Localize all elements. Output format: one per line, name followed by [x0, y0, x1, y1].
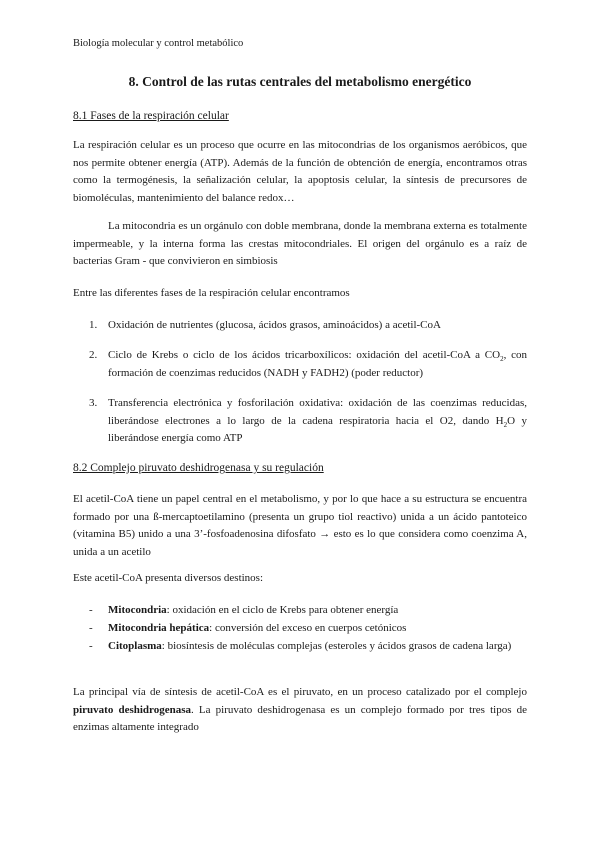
section-heading-8-1: 8.1 Fases de la respiración celular	[73, 110, 229, 122]
paragraph-mitochondria: La mitocondria es un orgánulo con doble membrana, donde la membrana externa es totalmente impermeable, y la interna forma las crestas mitocondriales. El origen del orgánulo es a raíz de bacterias Gram - que convivieron en simbiosis	[73, 220, 527, 267]
paragraph-phases-intro: Entre las diferentes fases de la respiración celular encontramos	[73, 287, 350, 299]
list-number: 3.	[89, 397, 98, 409]
section-heading-8-2: 8.2 Complejo piruvato deshidrogenasa y su regulación	[73, 462, 324, 474]
list-item-text: Mitocondria hepática: conversión del exceso en cuerpos cetónicos	[108, 622, 407, 634]
paragraph-destinations-intro: Este acetil-CoA presenta diversos destinos:	[73, 572, 264, 584]
list-item-text: Ciclo de Krebs o ciclo de los ácidos tricarboxílicos: oxidación del acetil-CoA a $CO_2$, con formación de coenzimas reducidos (NADH y FADH2) (poder reductor)	[108, 349, 527, 379]
list-dash: -	[89, 604, 93, 616]
list-number: 2.	[89, 349, 98, 361]
list-dash: -	[89, 640, 93, 652]
list-number: 1.	[89, 319, 98, 331]
list-item-text: Transferencia electrónica y fosforilación oxidativa: oxidación de las coenzimas reducidas, liberándose electrones a lo largo de la cadena respiratoria hacia el O2, dando $H_2O$ y liberándose energía como ATP	[108, 397, 527, 444]
list-item-text: Oxidación de nutrientes (glucosa, ácidos grasos, aminoácidos) a acetil-CoA	[108, 319, 441, 331]
paragraph-respiration-intro: La respiración celular es un proceso que ocurre en las mitocondrias de los organismos aeróbicos, que nos permite obtener energía (ATP). Además de la función de obtención de energía, encontramos otras como la termogénesis, la señalización celular, la apoptosis celular, la síntesis de precursores de biomoléculas, mantenimiento del balance redox…	[73, 139, 527, 204]
paragraph-acetyl-coa-structure: El acetil-CoA tiene un papel central en el metabolismo, y por lo que hace a su estructura se encuentra formado por una ß-mercaptoetilamino (presenta un grupo tiol reactivo) unida a un ácido pantoteico (vitamina B5) unido a una 3’-fosfoadenosina difosfato → esto es lo que considera como coenzima A, unida a un acetilo	[73, 493, 527, 558]
running-header: Biología molecular y control metabólico	[73, 38, 244, 49]
chapter-title: 8. Control de las rutas centrales del metabolismo energético	[128, 74, 472, 89]
list-dash: -	[89, 622, 93, 634]
list-item-text: Mitocondria: oxidación en el ciclo de Krebs para obtener energía	[108, 604, 399, 616]
paragraph-pyruvate: La principal vía de síntesis de acetil-CoA es el piruvato, en un proceso catalizado por el complejo piruvato deshidrogenasa. La piruvato deshidrogenasa es un complejo formado por tres tipos de enzimas altamente integrado	[73, 686, 527, 733]
list-item-text: Citoplasma: biosíntesis de moléculas complejas (esteroles y ácidos grasos de cadena larga)	[108, 640, 512, 652]
